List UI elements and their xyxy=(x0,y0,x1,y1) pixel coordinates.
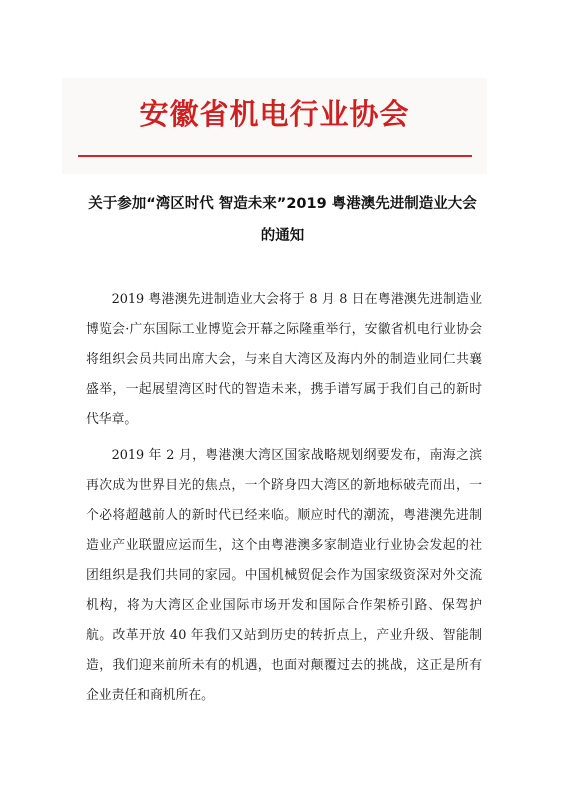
notice-title-line-1: 关于参加“湾区时代 智造未来”2019 粤港澳先进制造业大会 xyxy=(88,196,477,212)
body-paragraph-1: 2019 粤港澳先进制造业大会将于 8 月 8 日在粤港澳先进制造业博览会·广东国际工业博览会开幕之际隆重举行，安徽省机电行业协会将组织会员共同出席大会，与来自大湾区及海内外的制造业同仁共襄盛举，一起展望湾区时代的智造未来，携手谱写属于我们自己的新时代华章。 xyxy=(86,292,482,427)
notice-body xyxy=(86,285,482,717)
body-paragraph-2: 2019 年 2 月，粤港澳大湾区国家战略规划纲要发布，南海之滨再次成为世界目光的焦点，一个跻身四大湾区的新地标破壳而出，一个必将超越前人的新时代已经来临。顺应时代的潮流，粤港澳先进制造业产业联盟应运而生，这个由粤港澳多家制造业行业协会发起的社团组织是我们共同的家园。中国机械贸促会作为国家级资深对外交流机构，将为大湾区企业国际市场开发和国际合作架桥引路、保驾护航。改革开放 40 年我们又站到历史的转折点上，产业升级、智能制造，我们迎来前所未有的机遇，也面对颠覆过去的挑战，这正是所有企业责任和商机所在。 xyxy=(86,448,482,703)
notice-title xyxy=(70,188,495,252)
notice-title-line-2: 的通知 xyxy=(260,228,305,244)
letterhead-red-rule xyxy=(78,155,472,157)
organization-name: 安徽省机电行业协会 xyxy=(139,97,410,131)
letterhead xyxy=(62,78,487,174)
